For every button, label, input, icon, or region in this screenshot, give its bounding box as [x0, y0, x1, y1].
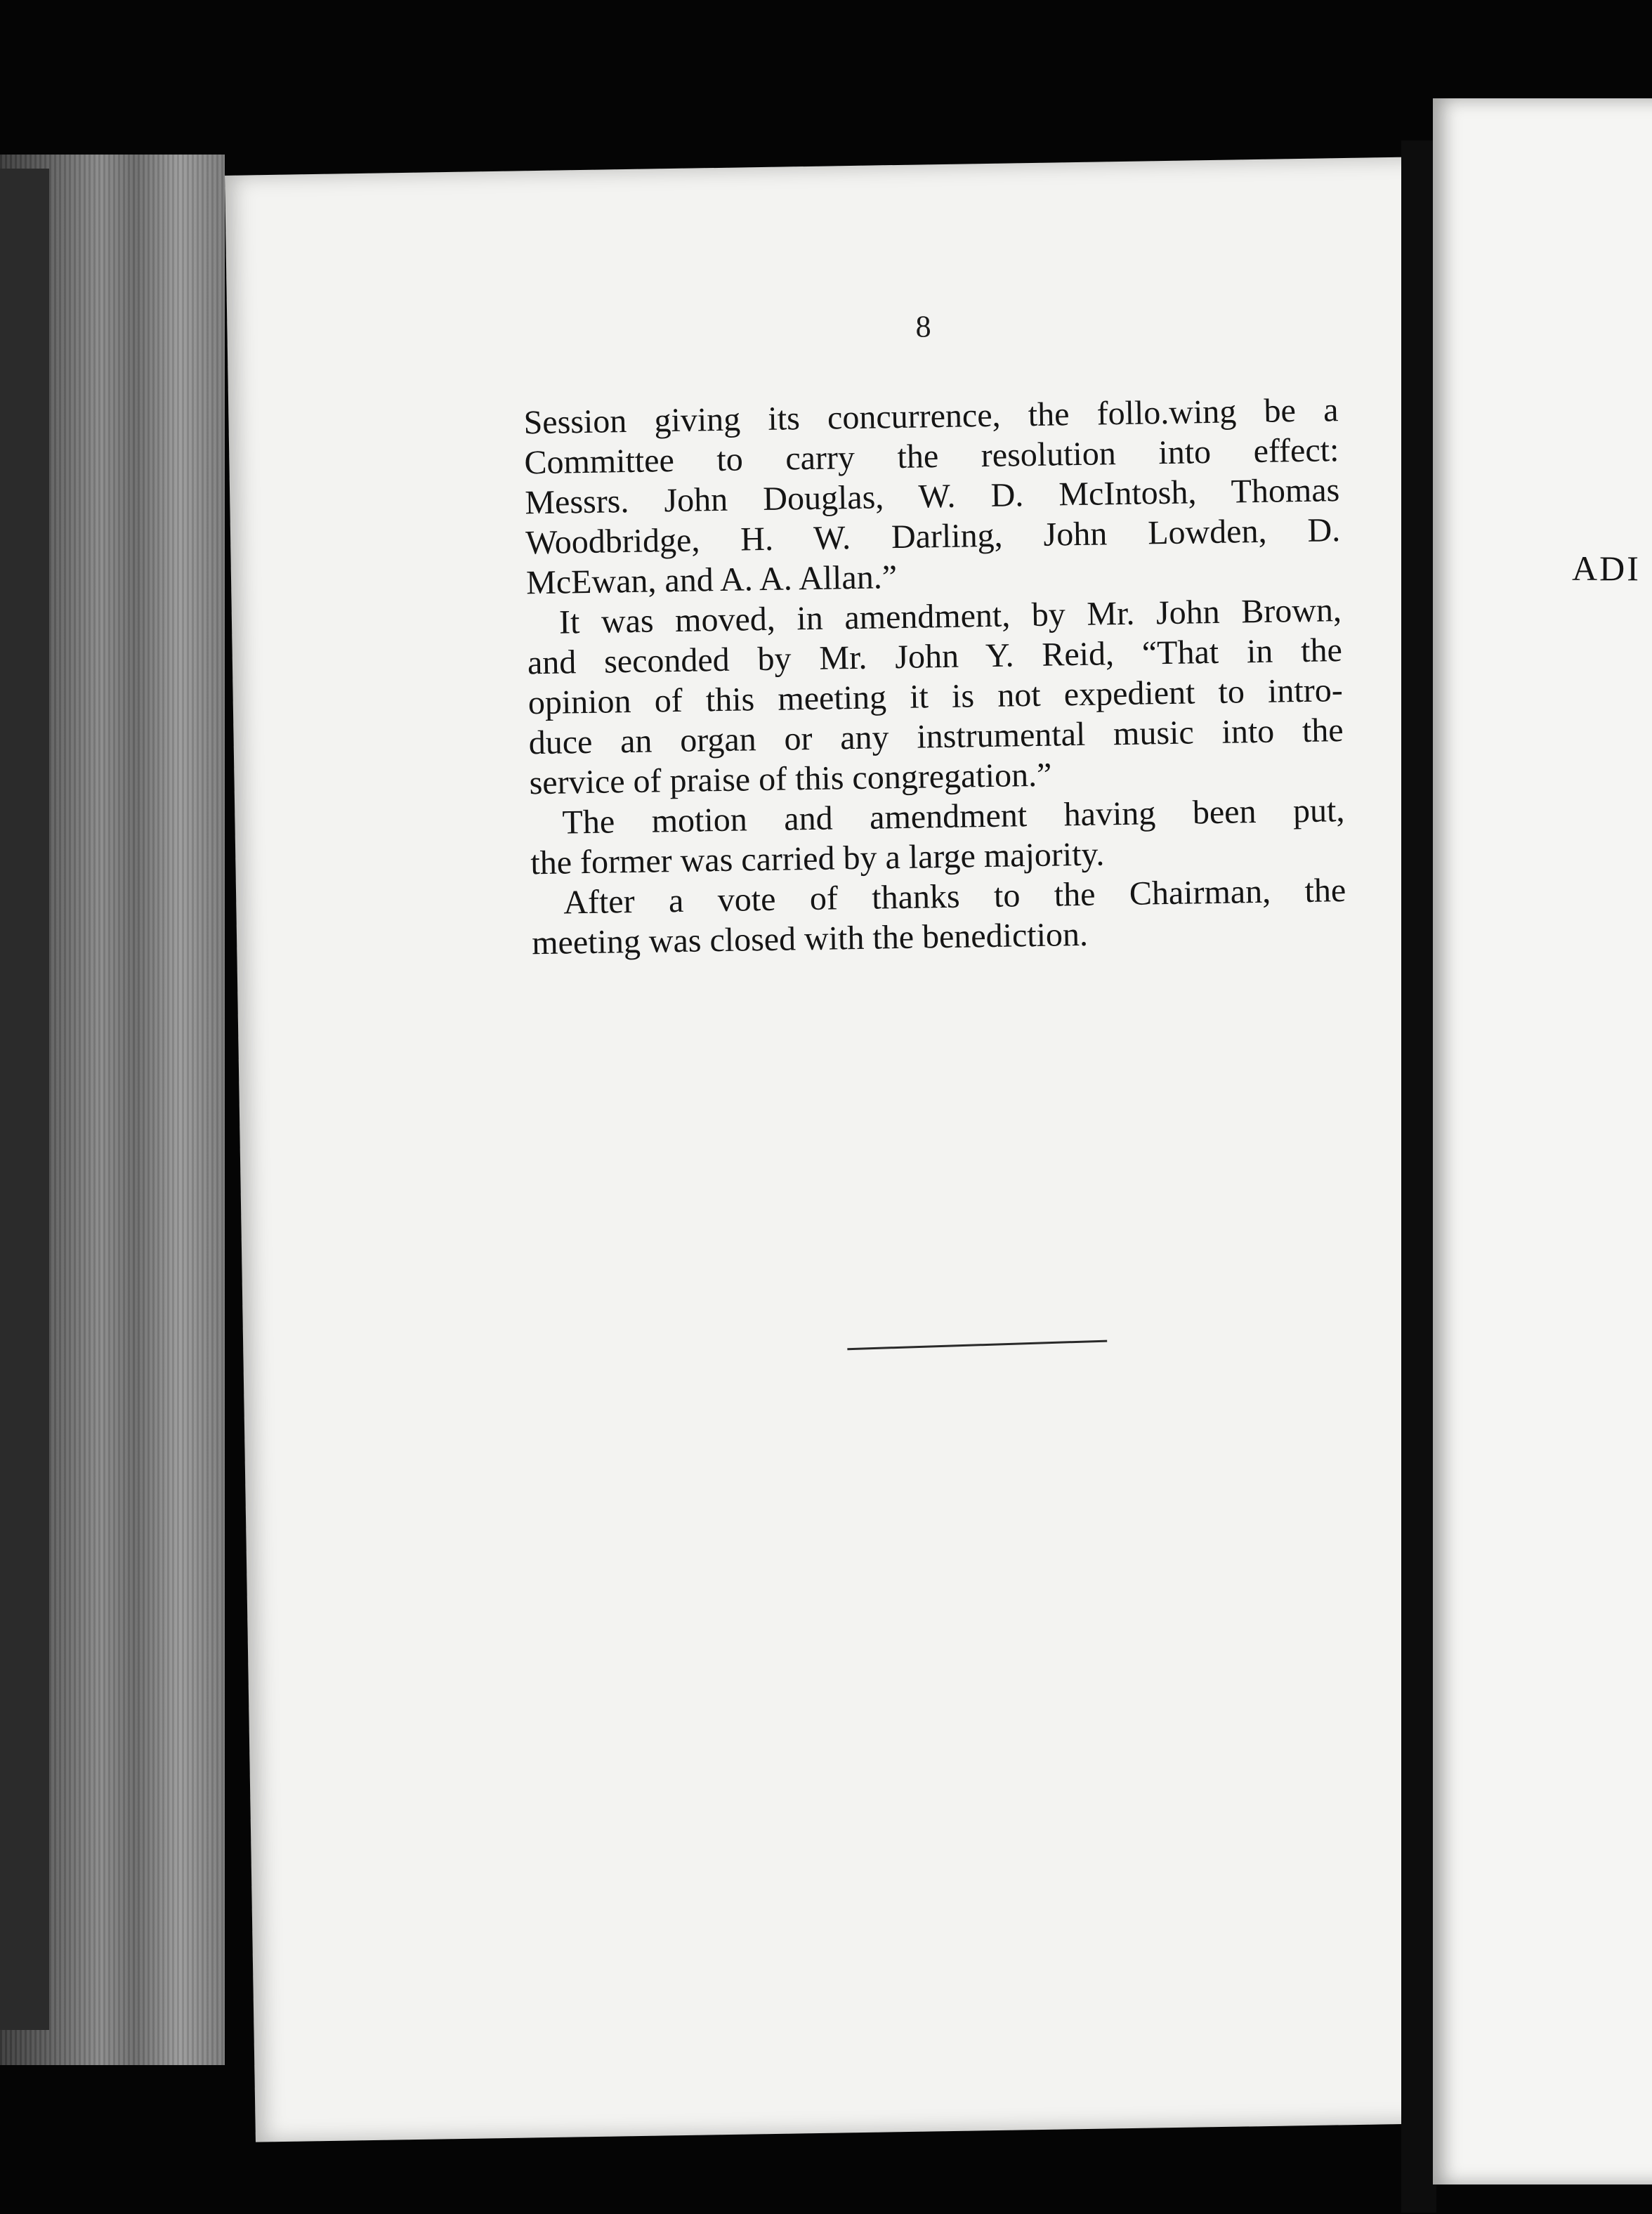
text-line: duce an organ or any instrumental music into the: [528, 712, 1344, 762]
end-rule-divider: [847, 1340, 1107, 1351]
text-line: Session giving its concurrence, the follo.wing be a: [523, 391, 1339, 442]
right-page: [1433, 98, 1652, 2184]
text-line: and seconded by Mr. John Y. Reid, “That in the: [527, 631, 1343, 682]
paragraph-amendment: [527, 590, 1344, 803]
paragraph-closing: [531, 870, 1347, 963]
text-line: service of praise of this congregation.”: [529, 756, 1052, 802]
text-line: Messrs. John Douglas, W. D. McIntosh, Thomas: [524, 471, 1340, 522]
paragraph-vote-result: [530, 790, 1346, 883]
page-number: 8: [915, 309, 931, 344]
text-line: meeting was closed with the benediction.: [531, 915, 1089, 962]
text-line: McEwan, and A. A. Allan.”: [525, 558, 898, 602]
right-page-heading: ADI: [1572, 549, 1641, 588]
paragraph-committee: [523, 390, 1341, 603]
text-line: opinion of this meeting it is not expedient to intro-: [527, 672, 1344, 722]
text-line: The motion and amendment having been put,: [562, 792, 1345, 841]
left-page-text: [523, 390, 1346, 963]
book-gutter: [1401, 140, 1436, 2213]
text-line: It was moved, in amendment, by Mr. John Brown,: [558, 591, 1342, 641]
text-line: After a vote of thanks to the Chairman, the: [563, 872, 1346, 922]
text-line: the former was carried by a large majority.: [530, 835, 1105, 882]
book-cover-edge: [0, 169, 49, 2030]
text-line: Woodbridge, H. W. Darling, John Lowden, D.: [525, 511, 1341, 562]
text-line: Committee to carry the resolution into effect:: [524, 431, 1339, 482]
left-page: [225, 157, 1471, 2142]
